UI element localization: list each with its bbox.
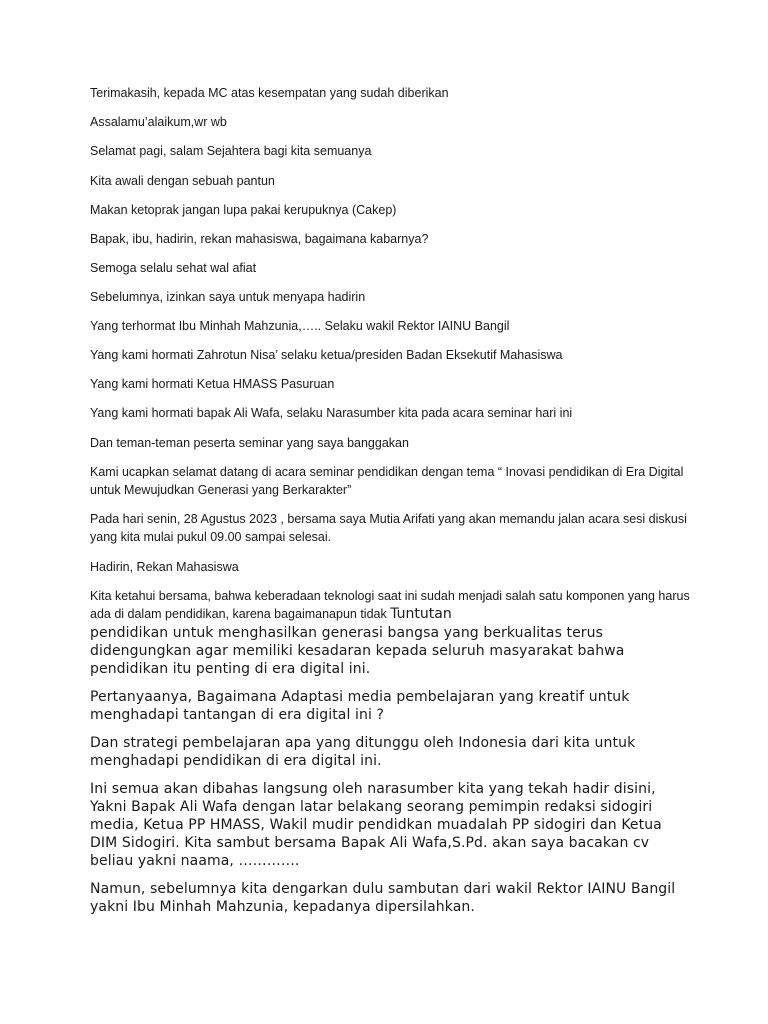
paragraph-speaker-intro: Ini semua akan dibahas langsung oleh narasumber kita yang tekah hadir disini, Yakni Bapak Ali Wafa dengan latar belakang seorang pemimpin redaksi sidogiri media, Ketua PP HMASS, Wakil mudir pendidkan muadalah PP sidogiri dan Ketua DIM Sidogiri. Kita sambut bersama Bapak Ali Wafa,S.Pd. akan saya bacakan cv beliau yakni naama, …………. [90,781,662,869]
paragraph-honorific-1: Yang terhormat Ibu Minhah Mahzunia,….. Selaku wakil Rektor IAINU Bangil [90,319,510,333]
paragraph-greeting: Selamat pagi, salam Sejahtera bagi kita semuanya [90,144,372,158]
paragraph-pantun: Makan ketoprak jangan lupa pakai kerupuknya (Cakep) [90,203,397,217]
paragraph-education-demand: pendidikan untuk menghasilkan generasi bangsa yang berkualitas terus didengungkan agar memiliki kesadaran kepada seluruh masyarakat bahwa pendidikan itu penting di era digital ini. [90,625,625,677]
paragraph-address: Hadirin, Rekan Mahasiswa [90,560,239,574]
paragraph-how-are-you: Bapak, ibu, hadirin, rekan mahasiswa, bagaimana kabarnya? [90,232,429,246]
paragraph-honorific-3: Yang kami hormati Ketua HMASS Pasuruan [90,377,335,391]
paragraph-question-strategy: Dan strategi pembelajaran apa yang ditunggu oleh Indonesia dari kita untuk menghadapi pendidikan di era digital ini. [90,735,636,769]
paragraph-technology [90,587,690,623]
paragraph-welcome-theme: Kami ucapkan selamat datang di acara seminar pendidikan dengan tema “ Inovasi pendidikan di Era Digital untuk Mewujudkan Generasi yang Berkarakter” [90,465,684,497]
paragraph-pantun-intro: Kita awali dengan sebuah pantun [90,174,275,188]
paragraph-wish: Semoga selalu sehat wal afiat [90,261,257,275]
technology-text-large: Tuntutan [390,606,452,622]
paragraph-closing: Namun, sebelumnya kita dengarkan dulu sambutan dari wakil Rektor IAINU Bangil yakni Ibu Minhah Mahzunia, kepadanya dipersilahkan. [90,881,676,915]
paragraph-question-adaptation: Pertanyaanya, Bagaimana Adaptasi media pembelajaran yang kreatif untuk menghadapi tantangan di era digital ini ? [90,689,630,723]
paragraph-honorific-2: Yang kami hormati Zahrotun Nisa’ selaku ketua/presiden Badan Eksekutif Mahasiswa [90,348,563,362]
technology-text: Kita ketahui bersama, bahwa keberadaan teknologi saat ini sudah menjadi salah satu komponen yang harus ada di dalam pendidikan, karena bagaimanapun tidak [90,589,690,621]
paragraph-date-moderator: Pada hari senin, 28 Agustus 2023 , bersama saya Mutia Arifati yang akan memandu jalan acara sesi diskusi yang kita mulai pukul 09.00 sampai selesai. [90,512,687,544]
paragraph-salam: Assalamu’alaikum,wr wb [90,115,227,129]
paragraph-participants: Dan teman-teman peserta seminar yang saya banggakan [90,436,409,450]
paragraph-greet-audience: Sebelumnya, izinkan saya untuk menyapa hadirin [90,290,366,304]
paragraph-honorific-4: Yang kami hormati bapak Ali Wafa, selaku Narasumber kita pada acara seminar hari ini [90,406,573,420]
paragraph-opening-thanks: Terimakasih, kepada MC atas kesempatan yang sudah diberikan [90,86,449,100]
